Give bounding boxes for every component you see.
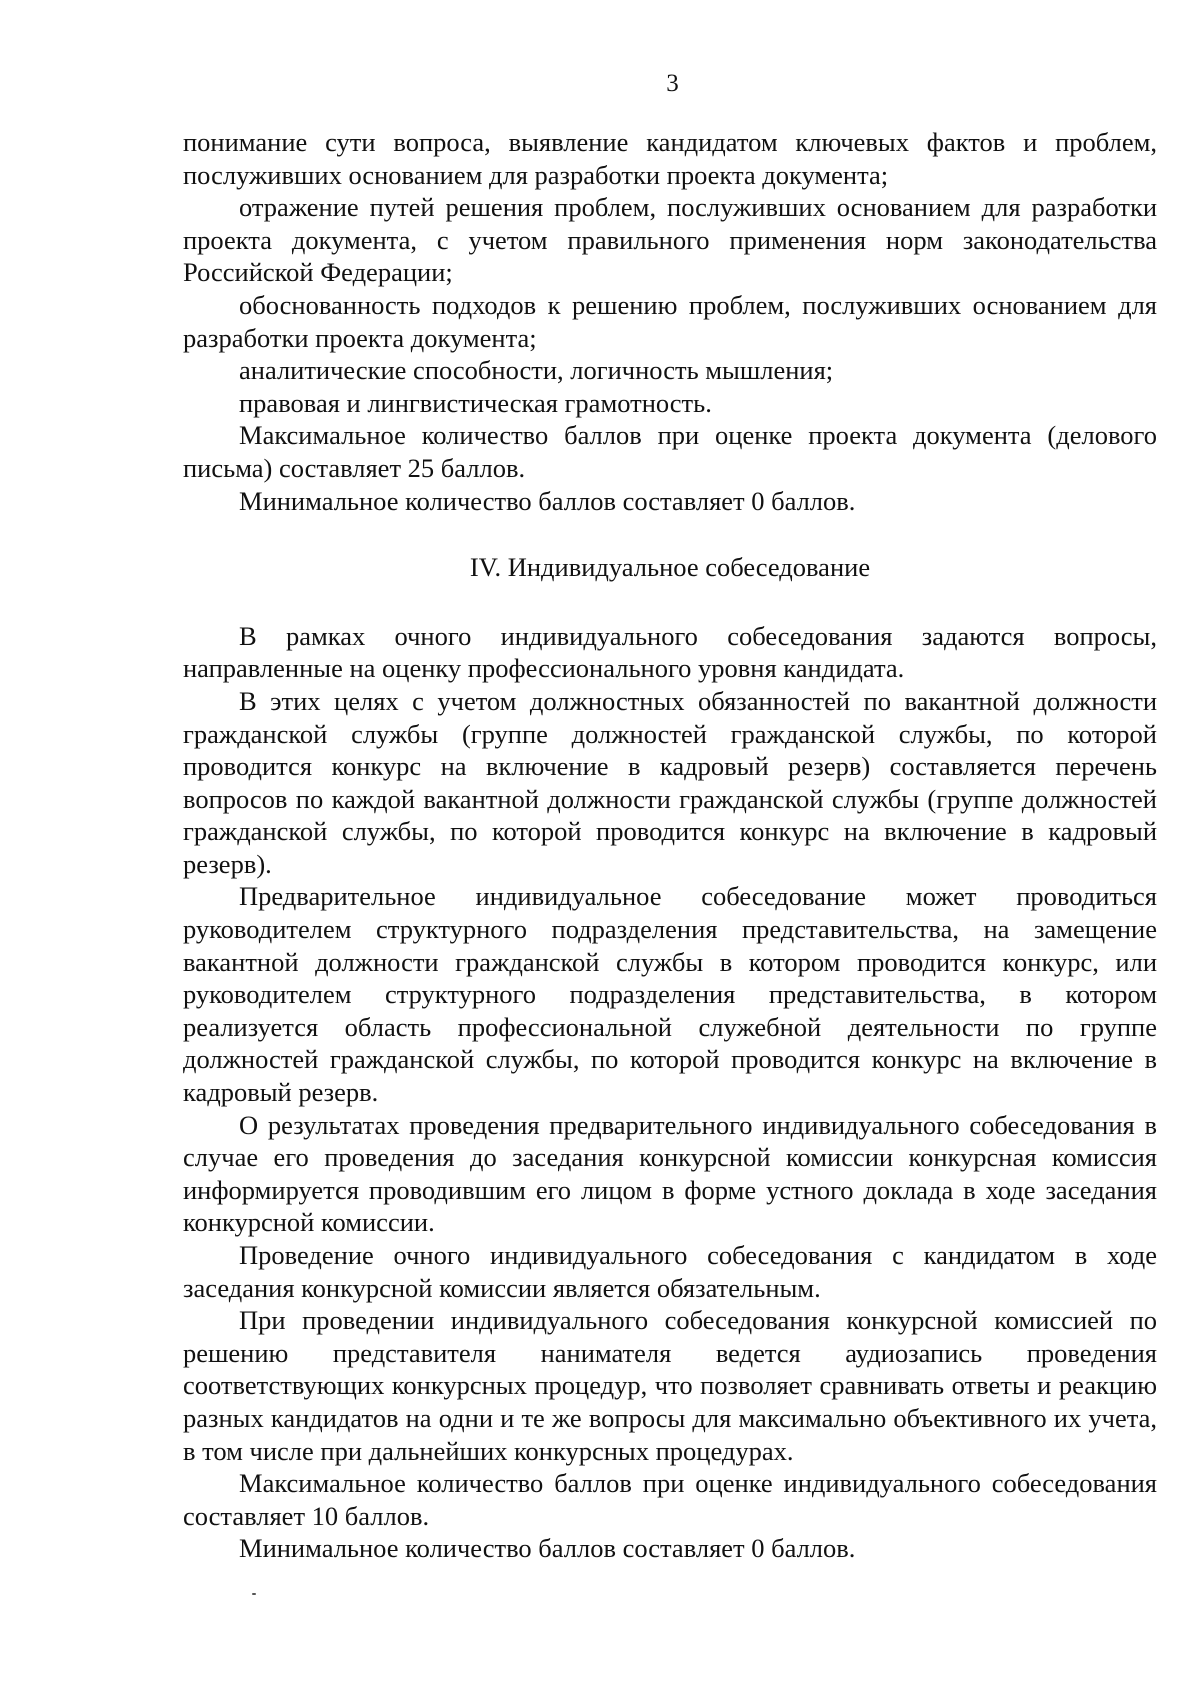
paragraph: В рамках очного индивидуального собеседования задаются вопросы, направленные на оценку профессионального уровня кандидата. <box>183 620 1157 684</box>
paragraph: Максимальное количество баллов при оценке индивидуального собеседования составляет 10 баллов. <box>183 1468 1157 1531</box>
paragraph: отражение путей решения проблем, послуживших основанием для разработки проекта документа, с учетом правильного применения норм законодательства Российской Федерации; <box>183 192 1157 288</box>
paragraph: Максимальное количество баллов при оценке проекта документа (делового письма) составляет 25 баллов. <box>183 420 1157 483</box>
paragraph: Минимальное количество баллов составляет 0 баллов. <box>239 485 856 516</box>
paragraph: аналитические способности, логичность мышления; <box>239 355 834 386</box>
section-heading: IV. Индивидуальное собеседование <box>469 552 871 583</box>
paragraph: обоснованность подходов к решению проблем, послуживших основанием для разработки проекта документа; <box>183 289 1157 353</box>
paragraph: Минимальное количество баллов составляет 0 баллов. <box>239 1533 856 1564</box>
paragraph: понимание сути вопроса, выявление кандидатом ключевых фактов и проблем, послуживших основанием для разработки проекта документа; <box>183 127 1157 190</box>
paragraph: Проведение очного индивидуального собеседования с кандидатом в ходе заседания конкурсной комиссии является обязательным. <box>183 1240 1157 1303</box>
paragraph: правовая и лингвистическая грамотность. <box>239 387 712 418</box>
document-body <box>183 126 1157 1565</box>
paragraph: В этих целях с учетом должностных обязанностей по вакантной должности гражданской службы (группе должностей гражданской службы, по которой проводится конкурс на включение в кадровый резерв) составляется перечень вопросов по каждой вакантной должности гражданской службы (группе должностей гражданской службы, по которой проводится конкурс на включение в кадровый резерв). <box>183 685 1157 879</box>
scan-speck <box>252 1593 256 1595</box>
paragraph: Предварительное индивидуальное собеседование может проводиться руководителем структурного подразделения представительства, на замещение вакантной должности гражданской службы в котором проводится конкурс, или руководителем структурного подразделения представительства, в котором реализуется область профессиональной служебной деятельности по группе должностей гражданской службы, по которой проводится конкурс на включение в кадровый резерв. <box>183 881 1157 1108</box>
paragraph: При проведении индивидуального собеседования конкурсной комиссией по решению представителя нанимателя ведется аудиозапись проведения соответствующих конкурсных процедур, что позволяет сравнивать ответы и реакцию разных кандидатов на одни и те же вопросы для максимально объективного их учета, в том числе при дальнейших конкурсных процедурах. <box>183 1305 1157 1466</box>
page-number: 3 <box>666 70 679 97</box>
paragraph: О результатах проведения предварительного индивидуального собеседования в случае его проведения до заседания конкурсной комиссии конкурсная комиссия информируется проводившим его лицом в форме устного доклада в ходе заседания конкурсной комиссии. <box>183 1109 1157 1238</box>
